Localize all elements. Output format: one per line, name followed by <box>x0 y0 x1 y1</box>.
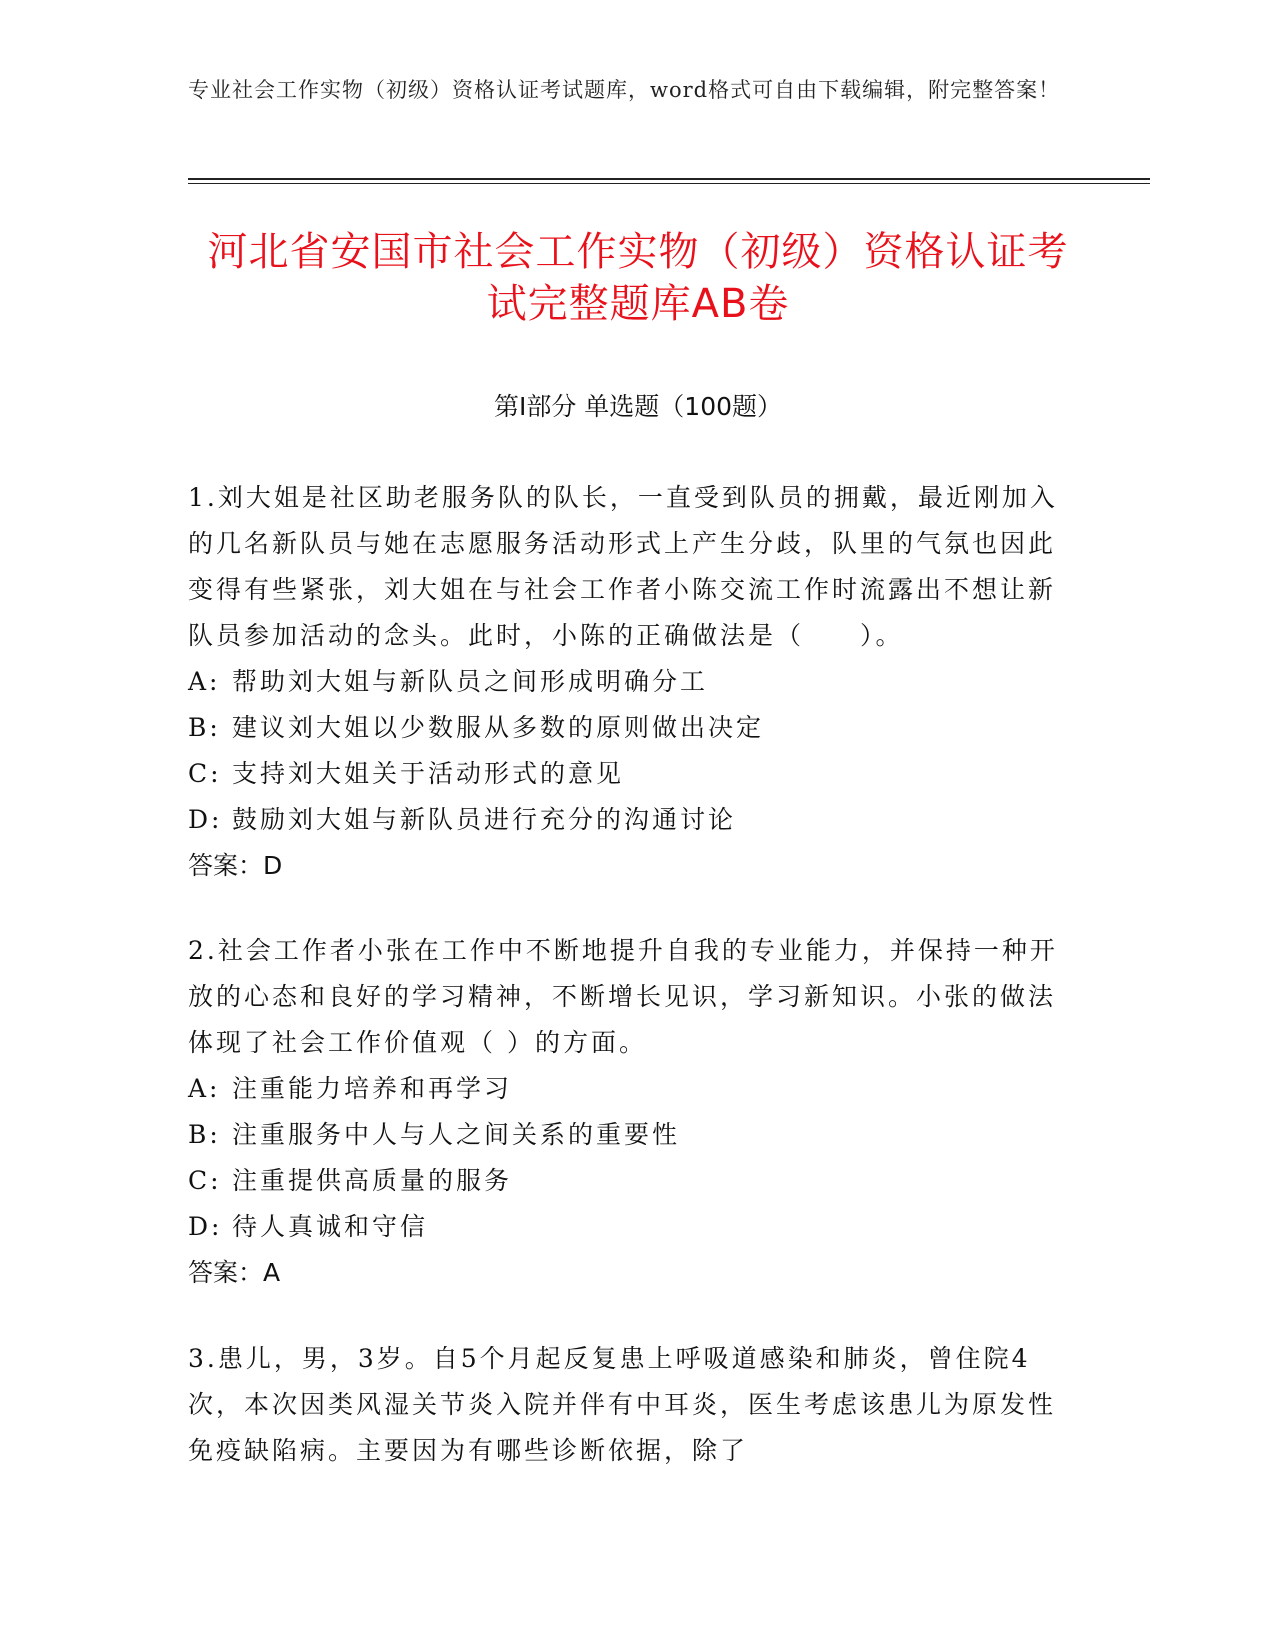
option-c <box>188 1158 1068 1204</box>
question-2 <box>188 928 1068 1296</box>
question-3 <box>188 1336 1068 1474</box>
option-text: 鼓励刘大姐与新队员进行充分的沟通讨论 <box>232 805 737 834</box>
document-title: 河北省安国市社会工作实物（初级）资格认证考试完整题库AB卷 <box>207 229 1069 327</box>
option-text: 注重能力培养和再学习 <box>232 1074 513 1103</box>
option-a <box>188 1066 1068 1112</box>
answer-line: 答案：D <box>188 851 283 880</box>
option-key: A: <box>188 667 221 696</box>
option-b <box>188 1112 1068 1158</box>
option-text: 注重服务中人与人之间关系的重要性 <box>232 1120 681 1149</box>
option-key: B: <box>188 1120 221 1149</box>
option-d <box>188 797 1068 843</box>
option-d <box>188 1204 1068 1250</box>
header-divider-thick <box>188 178 1150 180</box>
option-text: 支持刘大姐关于活动形式的意见 <box>232 759 625 788</box>
header-note: 专业社会工作实物（初级）资格认证考试题库，word格式可自由下载编辑，附完整答案！ <box>188 78 1061 102</box>
question-stem: 2.社会工作者小张在工作中不断地提升自我的专业能力，并保持一种开放的心态和良好的学习精神，不断增长见识，学习新知识。小张的做法体现了社会工作价值观（ ）的方面。 <box>188 936 1058 1057</box>
option-text: 帮助刘大姐与新队员之间形成明确分工 <box>232 667 709 696</box>
option-key: B: <box>188 713 221 742</box>
option-text: 注重提供高质量的服务 <box>232 1166 513 1195</box>
option-c <box>188 751 1068 797</box>
header-divider-thin <box>188 183 1150 184</box>
option-key: C: <box>188 759 222 788</box>
question-stem: 3.患儿，男，3岁。自5个月起反复患上呼吸道感染和肺炎，曾住院4次，本次因类风湿关节炎入院并伴有中耳炎，医生考虑该患儿为原发性免疫缺陷病。主要因为有哪些诊断依据，除了 <box>188 1344 1057 1465</box>
answer-line: 答案：A <box>188 1258 281 1287</box>
option-b <box>188 705 1068 751</box>
option-a <box>188 659 1068 705</box>
option-text: 待人真诚和守信 <box>232 1212 429 1241</box>
option-key: D: <box>188 1212 223 1241</box>
option-key: D: <box>188 805 223 834</box>
option-key: A: <box>188 1074 221 1103</box>
question-stem: 1.刘大姐是社区助老服务队的队长，一直受到队员的拥戴，最近刚加入的几名新队员与她在志愿服务活动形式上产生分歧，队里的气氛也因此变得有些紧张，刘大姐在与社会工作者小陈交流工作时流露出不想让新队员参加活动的念头。此时，小陈的正确做法是（ ）。 <box>188 483 1058 650</box>
option-text: 建议刘大姐以少数服从多数的原则做出决定 <box>232 713 765 742</box>
question-1 <box>188 475 1068 889</box>
section-heading: 第I部分 单选题（100题） <box>493 392 783 421</box>
option-key: C: <box>188 1166 222 1195</box>
